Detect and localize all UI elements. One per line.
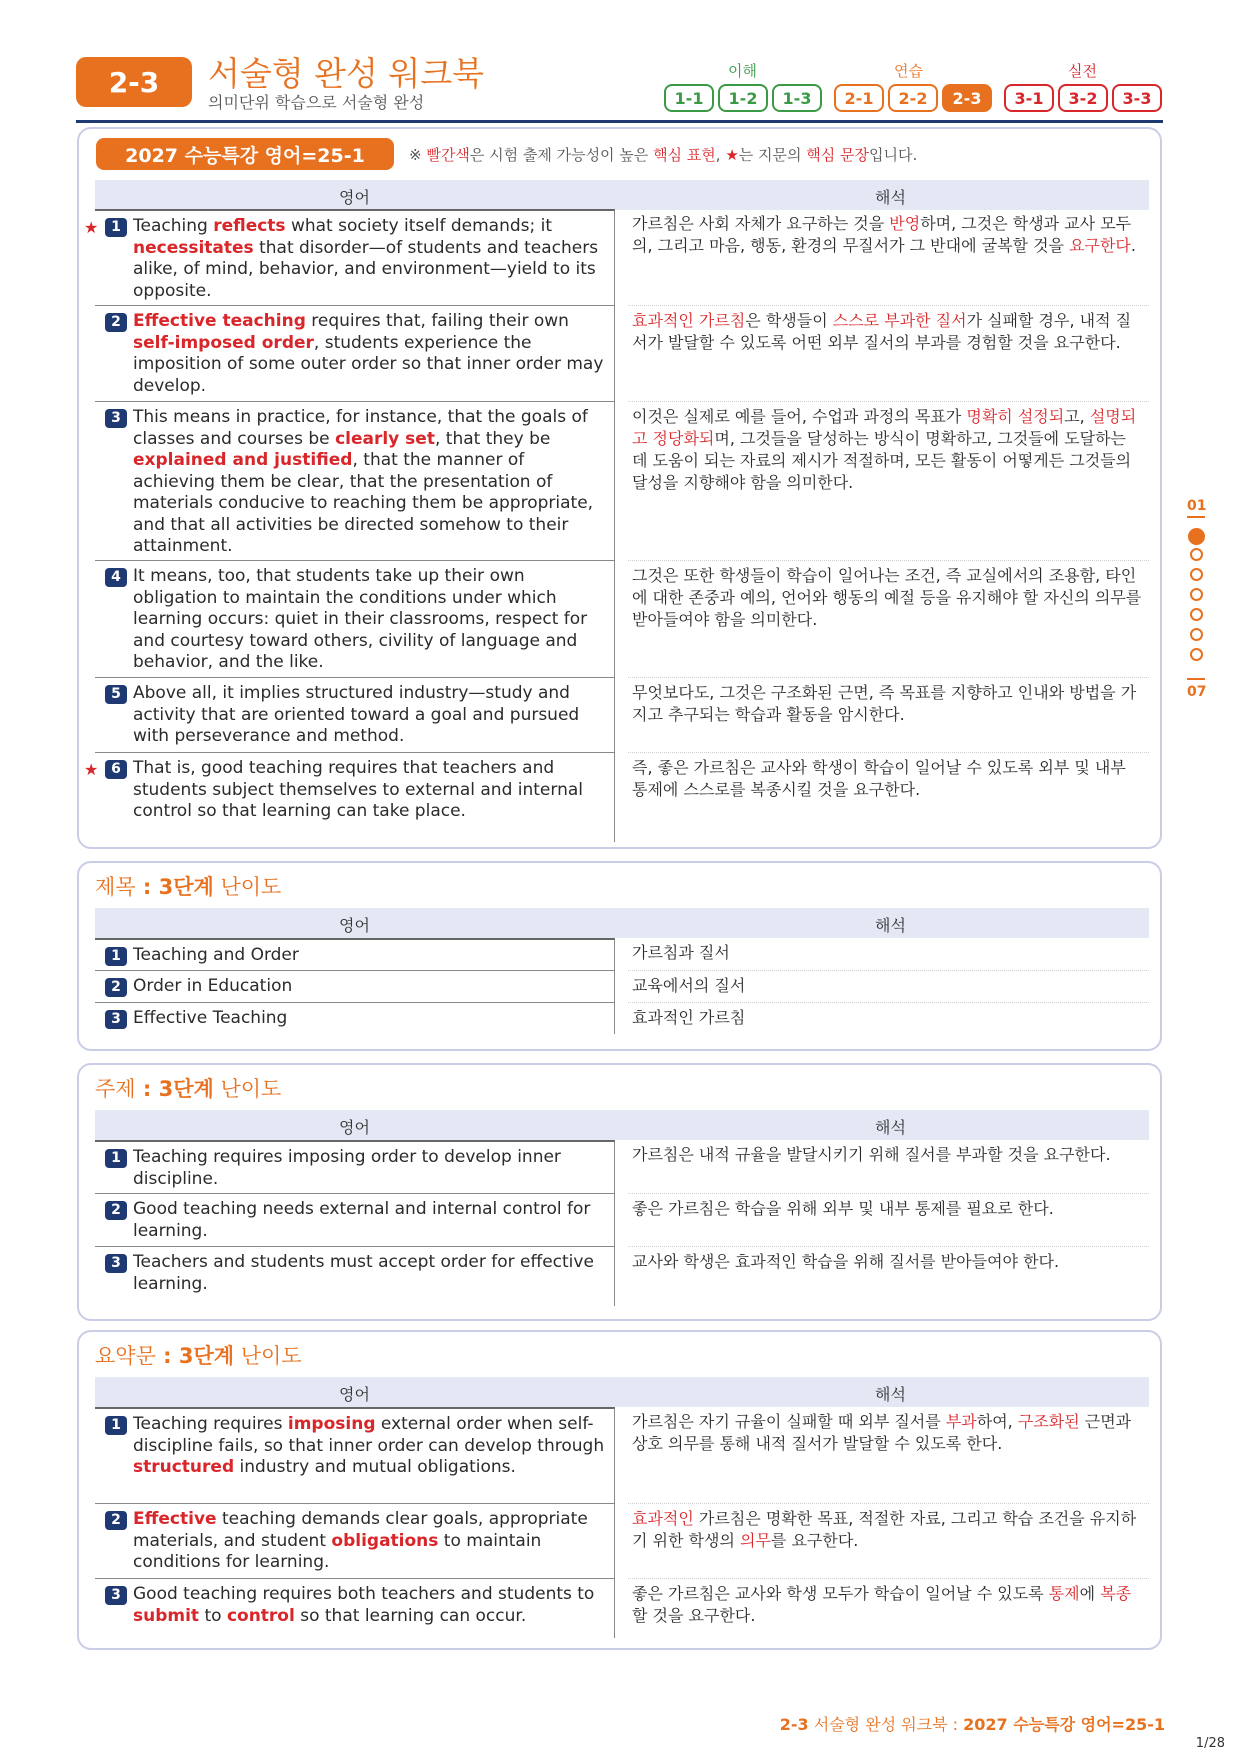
column-korean: 해석 (875, 1118, 906, 1137)
side-nav-dot[interactable] (1190, 628, 1203, 641)
korean-cell (628, 752, 1149, 842)
sentence-number-badge: 3 (105, 1254, 127, 1273)
korean-cell (628, 1246, 1149, 1306)
sentence-number-badge: 1 (105, 1416, 127, 1435)
step-3-2[interactable]: 3-2 (1058, 84, 1108, 112)
english-text: This means in practice, for instance, that the goals of classes and courses be clearly set, that they be explained and justified, that the manner of achieving them be clear, that the presentation of materials conducive to reaching them be appropriate, and that all activities be directed somehow to their attainment. (133, 407, 594, 556)
english-cell (95, 677, 615, 752)
english-cell (95, 1246, 615, 1306)
english-cell (84, 209, 615, 305)
sentence-number-badge: 2 (105, 1201, 127, 1220)
english-cell (95, 560, 615, 677)
step-2-2[interactable]: 2-2 (888, 84, 938, 112)
korean-cell (628, 1503, 1149, 1578)
section-title: 주제 : 3단계 난이도 (95, 1077, 282, 1101)
header-divider (76, 120, 1163, 123)
legend-note: ※ 빨간색은 시험 출제 가능성이 높은 핵심 표현, ★는 지문의 핵심 문장입니다. (409, 146, 918, 164)
section-title: 요약문 : 3단계 난이도 (95, 1344, 302, 1368)
english-cell (95, 970, 615, 1002)
table-header (95, 1110, 1149, 1140)
korean-cell (628, 1193, 1149, 1246)
sentence-number-badge: 4 (105, 568, 127, 587)
category-real: 실전 (1068, 62, 1097, 80)
sentence-number-badge: 5 (105, 685, 127, 704)
side-nav-dot[interactable] (1190, 588, 1203, 601)
side-nav-dot[interactable] (1190, 648, 1203, 661)
english-cell (95, 1002, 615, 1034)
korean-cell (628, 1578, 1149, 1638)
table-header (95, 1377, 1149, 1407)
english-cell (95, 401, 615, 560)
side-nav-dot[interactable] (1188, 528, 1205, 545)
table-row (84, 209, 1149, 305)
table-row (95, 1002, 1149, 1034)
star-icon: ★ (84, 218, 99, 237)
table-row (95, 305, 1149, 401)
page-number: 1/28 (1195, 1736, 1225, 1751)
step-3-1[interactable]: 3-1 (1004, 84, 1054, 112)
side-nav-rule (1187, 516, 1205, 518)
english-text: Above all, it implies structured industry—study and activity that are oriented toward a goal and pursued with perseverance and method. (133, 683, 580, 746)
english-text: That is, good teaching requires that teachers and students subject themselves to external and internal control so that learning can take place. (133, 758, 583, 821)
sentence-number-badge: 2 (105, 978, 127, 997)
english-cell (95, 1503, 615, 1578)
korean-text: 효과적인 가르침은 학생들이 스스로 부과한 질서가 실패할 경우, 내적 질서가 발달할 수 있도록 어떤 외부 질서의 부과를 경험할 것을 요구한다. (632, 311, 1132, 352)
table-row (95, 677, 1149, 752)
source-badge: 2027 수능특강 영어=25-1 (96, 138, 394, 170)
step-1-3[interactable]: 1-3 (772, 84, 822, 112)
category-understand: 이해 (728, 62, 757, 80)
table-row (95, 560, 1149, 677)
sentence-number-badge: 2 (105, 313, 127, 332)
step-3-3[interactable]: 3-3 (1112, 84, 1162, 112)
korean-cell (628, 209, 1149, 305)
table-row (95, 1193, 1149, 1246)
korean-text: 이것은 실제로 예를 들어, 수업과 과정의 목표가 명확히 설정되고, 설명되고 정당화되며, 그것들을 달성하는 방식이 명확하고, 그것들에 도달하는 데 도움이 되는 자료의 제시가 적절하며, 모든 활동이 어떻게든 그것들의 달성을 지향해야 함을 의미한다. (632, 407, 1137, 492)
column-english: 영어 (339, 916, 370, 935)
sentence-number-badge: 3 (105, 1586, 127, 1605)
star-icon: ★ (84, 760, 99, 779)
step-1-1[interactable]: 1-1 (664, 84, 714, 112)
table-header (95, 908, 1149, 938)
english-text: It means, too, that students take up their own obligation to maintain the conditions under which learning occurs: quiet in their classrooms, respect for and courtesy toward others, civility of language and behavior, and the like. (133, 566, 588, 672)
korean-text: 효과적인 가르침 (632, 1008, 746, 1027)
category-practice: 연습 (894, 62, 923, 80)
english-text: Effective teaching requires that, failing their own self-imposed order, students experience the imposition of some outer order so that inner order may develop. (133, 311, 604, 396)
korean-text: 가르침은 사회 자체가 요구하는 것을 반영하며, 그것은 학생과 교사 모두의, 그리고 마음, 행동, 환경의 무질서가 그 반대에 굴복할 것을 요구한다. (632, 214, 1136, 255)
english-text: Good teaching needs external and internal control for learning. (133, 1199, 591, 1241)
korean-cell (628, 401, 1149, 560)
korean-text: 교사와 학생은 효과적인 학습을 위해 질서를 받아들여야 한다. (632, 1252, 1060, 1271)
table-row (95, 970, 1149, 1002)
side-nav-end: 07 (1187, 684, 1207, 700)
korean-text: 그것은 또한 학생들이 학습이 일어나는 조건, 즉 교실에서의 조용함, 타인에 대한 존중과 예의, 언어와 행동의 예절 등을 유지해야 할 자신의 의무를 받아들여야 함을 의미한다. (632, 566, 1142, 629)
side-nav-dot[interactable] (1190, 568, 1203, 581)
column-english: 영어 (339, 1385, 370, 1404)
sentence-number-badge: 1 (105, 947, 127, 966)
korean-text: 좋은 가르침은 교사와 학생 모두가 학습이 일어날 수 있도록 통제에 복종할 것을 요구한다. (632, 1584, 1132, 1625)
english-text: Teaching requires imposing external order when self-discipline fails, so that inner order can develop through structured industry and mutual obligations. (133, 1414, 605, 1477)
chapter-badge: 2-3 (76, 57, 192, 107)
table-row (95, 1578, 1149, 1638)
korean-cell (628, 970, 1149, 1002)
korean-cell (628, 938, 1149, 970)
table-row (95, 1407, 1149, 1503)
english-cell (95, 1140, 615, 1193)
english-cell (95, 1407, 615, 1503)
sentence-number-badge: 6 (105, 760, 127, 779)
sentence-number-badge: 3 (105, 1010, 127, 1029)
column-korean: 해석 (875, 1385, 906, 1404)
column-korean: 해석 (875, 916, 906, 935)
korean-text: 효과적인 가르침은 명확한 목표, 적절한 자료, 그리고 학습 조건을 유지하기 위한 학생의 의무를 요구한다. (632, 1509, 1137, 1550)
passage-panel (77, 127, 1162, 849)
korean-text: 좋은 가르침은 학습을 위해 외부 및 내부 통제를 필요로 한다. (632, 1199, 1054, 1218)
english-text: Teaching reflects what society itself demands; it necessitates that disorder—of students and teachers alike, of mind, behavior, and environment—yield to its opposite. (133, 216, 599, 301)
korean-text: 가르침은 내적 규율을 발달시키기 위해 질서를 부과할 것을 요구한다. (632, 1145, 1111, 1164)
korean-text: 가르침은 자기 규율이 실패할 때 외부 질서를 부과하여, 구조화된 근면과 상호 의무를 통해 내적 질서가 발달할 수 있도록 한다. (632, 1412, 1132, 1453)
korean-cell (628, 1002, 1149, 1034)
korean-text: 무엇보다도, 그것은 구조화된 근면, 즉 목표를 지향하고 인내와 방법을 가지고 추구되는 학습과 활동을 암시한다. (632, 683, 1137, 724)
sentence-number-badge: 1 (105, 1149, 127, 1168)
english-text: Teaching requires imposing order to develop inner discipline. (133, 1147, 561, 1189)
table-row (95, 401, 1149, 560)
summary-panel (77, 1330, 1162, 1650)
side-nav-rule (1187, 678, 1205, 680)
table-row (84, 752, 1149, 842)
step-1-2[interactable]: 1-2 (718, 84, 768, 112)
english-text: Effective teaching demands clear goals, appropriate materials, and student obligations to maintain conditions for learning. (133, 1509, 588, 1572)
side-nav-dot[interactable] (1190, 548, 1203, 561)
page-title: 서술형 완성 워크북 (208, 54, 485, 93)
table-row (95, 1503, 1149, 1578)
english-text: Teachers and students must accept order for effective learning. (133, 1252, 594, 1294)
page-subtitle: 의미단위 학습으로 서술형 완성 (208, 93, 425, 112)
table-row (95, 938, 1149, 970)
english-text: Good teaching requires both teachers and students to submit to control so that learning can occur. (133, 1584, 595, 1626)
korean-text: 즉, 좋은 가르침은 교사와 학생이 학습이 일어날 수 있도록 외부 및 내부 통제에 스스로를 복종시킬 것을 요구한다. (632, 758, 1126, 799)
sentence-number-badge: 2 (105, 1511, 127, 1530)
step-2-3[interactable]: 2-3 (942, 84, 992, 112)
sentence-number-badge: 3 (105, 409, 127, 428)
korean-cell (628, 560, 1149, 677)
step-2-1[interactable]: 2-1 (834, 84, 884, 112)
sentence-number-badge: 1 (105, 218, 127, 237)
english-cell (95, 1578, 615, 1638)
korean-text: 교육에서의 질서 (632, 976, 746, 995)
column-english: 영어 (339, 1118, 370, 1137)
korean-cell (628, 305, 1149, 401)
english-text: Effective Teaching (133, 1008, 288, 1028)
side-nav-dot[interactable] (1190, 608, 1203, 621)
column-english: 영어 (339, 188, 370, 207)
english-text: Teaching and Order (133, 945, 299, 965)
english-text: Order in Education (133, 976, 293, 996)
korean-text: 가르침과 질서 (632, 943, 730, 962)
table-row (95, 1246, 1149, 1306)
side-nav-start: 01 (1187, 498, 1207, 514)
footer-caption: 2-3 서술형 완성 워크북 : 2027 수능특강 영어=25-1 (779, 1715, 1165, 1734)
column-korean: 해석 (875, 188, 906, 207)
title-panel (77, 861, 1162, 1051)
table-row (95, 1140, 1149, 1193)
section-title: 제목 : 3단계 난이도 (95, 875, 282, 899)
korean-cell (628, 1140, 1149, 1193)
english-cell (95, 1193, 615, 1246)
korean-cell (628, 1407, 1149, 1503)
english-cell (95, 938, 615, 970)
korean-cell (628, 677, 1149, 752)
english-cell (84, 752, 615, 842)
table-header (95, 180, 1149, 210)
theme-panel (77, 1063, 1162, 1321)
english-cell (95, 305, 615, 401)
